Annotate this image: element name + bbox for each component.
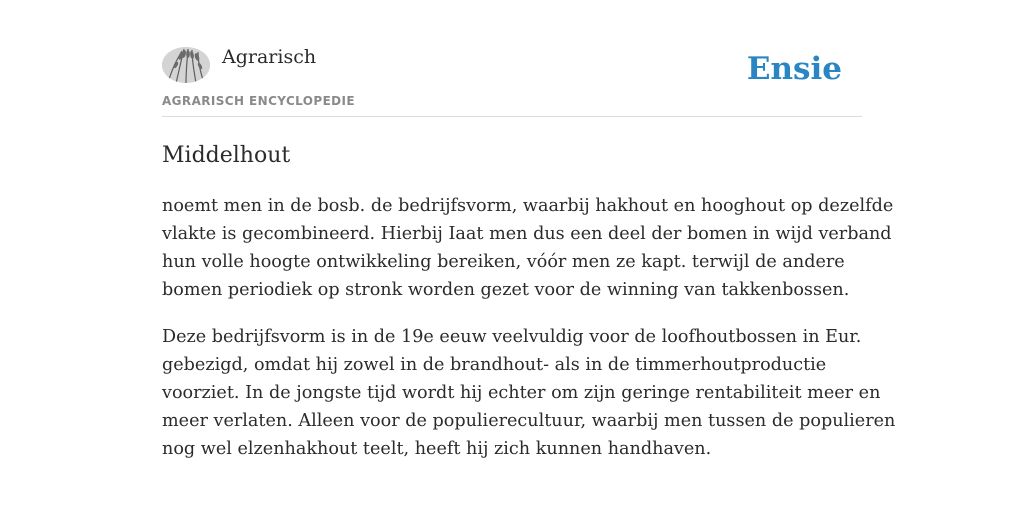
paragraph-line: noemt men in de bosb. de bedrijfsvorm, waarbij hakhout en hooghout op dezelfde <box>162 196 894 216</box>
ensie-logo-link[interactable]: Ensie <box>746 51 842 87</box>
paragraph-line: voorziet. In de jongste tijd wordt hij echter om zijn geringe rentabiliteit meer en <box>162 383 881 403</box>
paragraph-line: vlakte is gecombineerd. Hierbij Iaat men dus een deel der bomen in wijd verband <box>162 224 892 244</box>
paragraph-line: bomen periodiek op stronk worden gezet voor de winning van takkenbossen. <box>162 280 850 300</box>
source-name[interactable]: Agrarisch <box>222 46 317 68</box>
article-paragraph <box>162 192 894 304</box>
paragraph-line: Deze bedrijfsvorm is in de 19e eeuw veelvuldig voor de loofhoutbossen in Eur. <box>162 327 862 347</box>
source-subtitle[interactable]: AGRARISCH ENCYCLOPEDIE <box>162 94 355 108</box>
paragraph-line: hun volle hoogte ontwikkeling bereiken, vóór men ze kapt. terwijl de andere <box>162 252 845 272</box>
paragraph-line: gebezigd, omdat hij zowel in de brandhout- als in de timmerhoutproductie <box>162 355 827 375</box>
wheat-ears-icon[interactable] <box>162 47 210 83</box>
article-paragraph <box>162 323 896 463</box>
article-page <box>162 0 896 482</box>
paragraph-line: nog wel elzenhakhout teelt, heeft hij zich kunnen handhaven. <box>162 439 712 459</box>
article-header <box>162 0 862 117</box>
paragraph-line: meer verlaten. Alleen voor de populierecultuur, waarbij men tussen de populieren <box>162 411 896 431</box>
article-body <box>162 192 896 463</box>
article-title: Middelhout <box>162 143 291 168</box>
